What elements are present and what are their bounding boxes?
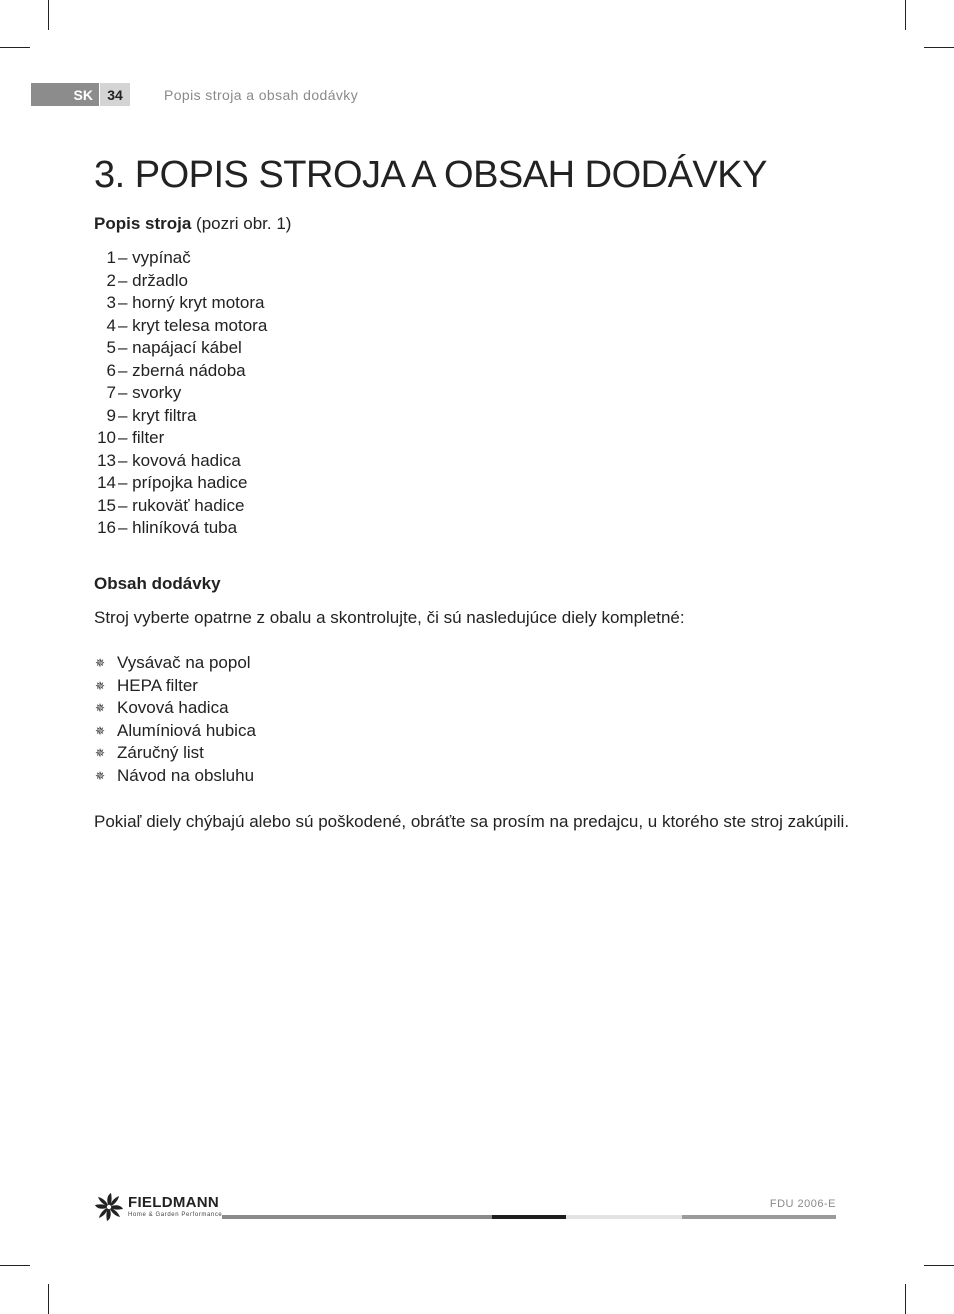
part-item bbox=[94, 450, 267, 473]
part-number: 10 bbox=[97, 428, 116, 447]
brand-logo bbox=[94, 1192, 222, 1222]
part-label: – kryt telesa motora bbox=[118, 315, 268, 335]
gear-bullet-icon: ✵ bbox=[94, 723, 106, 738]
contents-item bbox=[94, 765, 256, 788]
gear-bullet-icon: ✵ bbox=[94, 701, 106, 715]
page-title: 3. POPIS STROJA A OBSAH DODÁVKY bbox=[94, 154, 767, 196]
part-item bbox=[94, 270, 267, 293]
part-number: 1 bbox=[106, 248, 116, 267]
part-item bbox=[94, 517, 267, 540]
part-number: 9 bbox=[106, 405, 116, 425]
parts-list bbox=[94, 247, 267, 540]
part-label: – horný kryt motora bbox=[118, 293, 265, 312]
footer-bar-segment bbox=[566, 1215, 682, 1219]
part-number: 2 bbox=[106, 270, 116, 290]
contents-heading: Obsah dodávky bbox=[94, 574, 221, 593]
description-heading-bold: Popis stroja bbox=[94, 214, 192, 233]
crop-mark bbox=[924, 1265, 954, 1266]
part-label: – filter bbox=[118, 428, 165, 447]
part-item bbox=[94, 315, 267, 338]
part-label: – kovová hadica bbox=[118, 450, 241, 470]
part-label: – vypínač bbox=[118, 248, 191, 267]
part-number: 7 bbox=[106, 383, 116, 402]
crop-mark bbox=[905, 1284, 906, 1314]
brand-tagline: Home & Garden Performance bbox=[128, 1212, 223, 1218]
part-number: 5 bbox=[106, 338, 116, 357]
footer-bar-segment bbox=[682, 1215, 836, 1219]
crop-mark bbox=[924, 47, 954, 48]
part-label: – napájací kábel bbox=[118, 338, 242, 357]
part-label: – svorky bbox=[118, 383, 182, 402]
contents-item bbox=[94, 697, 256, 720]
gear-bullet-icon: ✵ bbox=[94, 768, 106, 783]
gear-bullet-icon: ✵ bbox=[94, 746, 106, 760]
contents-item-label: Vysávač na popol bbox=[117, 653, 251, 672]
part-number: 3 bbox=[106, 293, 116, 312]
contents-item bbox=[94, 742, 256, 765]
page-header bbox=[31, 83, 359, 106]
part-item bbox=[94, 292, 267, 315]
part-label: – zberná nádoba bbox=[118, 360, 246, 380]
contents-item-label: Návod na obsluhu bbox=[117, 765, 255, 785]
description-heading bbox=[94, 213, 291, 236]
part-item bbox=[94, 337, 267, 360]
crop-mark bbox=[48, 1284, 49, 1314]
crop-mark bbox=[905, 0, 906, 30]
model-code: FDU 2006-E bbox=[769, 1198, 836, 1210]
crop-mark bbox=[0, 1265, 30, 1266]
contents-item bbox=[94, 720, 256, 743]
footer-bar-segment bbox=[222, 1215, 492, 1219]
language-tab: SK bbox=[31, 83, 99, 106]
missing-parts-note: Pokiaľ diely chýbajú alebo sú poškodené, obráťte sa prosím na predajcu, u ktorého ste stroj zakúpili. bbox=[94, 812, 850, 831]
part-label: – kryt filtra bbox=[118, 405, 197, 425]
contents-list bbox=[94, 652, 256, 787]
part-number: 15 bbox=[97, 495, 116, 515]
part-label: – rukoväť hadice bbox=[118, 495, 245, 515]
part-label: – hliníková tuba bbox=[118, 518, 238, 537]
part-item bbox=[94, 427, 267, 450]
contents-item-label: Kovová hadica bbox=[117, 698, 229, 717]
description-heading-ref: (pozri obr. 1) bbox=[191, 214, 292, 233]
fan-logo-icon bbox=[94, 1192, 124, 1222]
brand-name: FIELDMANN bbox=[128, 1194, 220, 1211]
part-number: 14 bbox=[97, 473, 116, 492]
footer-bar-segment bbox=[492, 1215, 566, 1219]
gear-bullet-icon: ✵ bbox=[94, 656, 106, 670]
part-label: – prípojka hadice bbox=[118, 473, 248, 492]
part-number: 6 bbox=[106, 360, 116, 380]
contents-item-label: Alumíniová hubica bbox=[117, 720, 256, 740]
gear-bullet-icon: ✵ bbox=[94, 678, 106, 693]
part-number: 16 bbox=[97, 518, 116, 537]
part-item bbox=[94, 382, 267, 405]
contents-item-label: Záručný list bbox=[117, 743, 204, 762]
part-label: – držadlo bbox=[118, 270, 188, 290]
contents-intro: Stroj vyberte opatrne z obalu a skontrolujte, či sú nasledujúce diely kompletné: bbox=[94, 608, 685, 627]
part-item bbox=[94, 247, 267, 270]
part-item bbox=[94, 472, 267, 495]
part-number: 13 bbox=[97, 450, 116, 470]
running-header: Popis stroja a obsah dodávky bbox=[164, 87, 359, 103]
part-item bbox=[94, 360, 267, 383]
crop-mark bbox=[48, 0, 49, 30]
crop-mark bbox=[0, 47, 30, 48]
part-item bbox=[94, 405, 267, 428]
part-item bbox=[94, 495, 267, 518]
part-number: 4 bbox=[106, 315, 116, 335]
page-number: 34 bbox=[100, 83, 130, 106]
contents-item-label: HEPA filter bbox=[117, 675, 198, 695]
contents-item bbox=[94, 675, 256, 698]
contents-item bbox=[94, 652, 256, 675]
